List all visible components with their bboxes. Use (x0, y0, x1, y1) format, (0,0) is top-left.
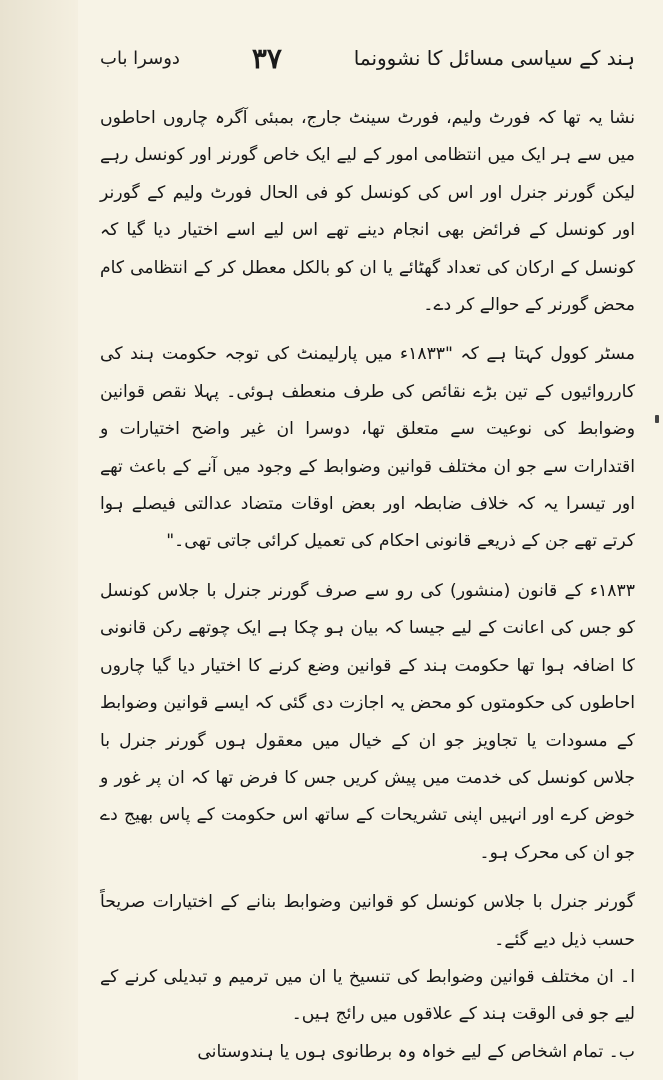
page-gutter (0, 0, 78, 1080)
paragraph-1: نشا یہ تھا کہ فورٹ ولیم، فورٹ سینٹ جارج، بمبئی آگرہ چاروں احاطوں میں سے ہر ایک میں انتظامی امور کے لیے ایک خاص گورنر اور کونسل رہے لیکن گورنر جنرل اور اس کی کونسل کو فی الحال فورٹ ولیم کے گورنر اور کونسل کے فرائض بھی انجام دینے تھے اس لیے اسے اختیار دیا گیا کہ کونسل کے ارکان کی تعداد گھٹائے یا ان کو بالکل معطل کر کے انتظامی کام محض گورنر کے حوالے کر دے۔ (100, 108, 635, 316)
paragraph-3: ۱۸۳۳ء کے قانون (منشور) کی رو سے صرف گورنر جنرل با جلاس کونسل کو جس کی اعانت کے لیے جیسا کہ بیان ہو چکا ہے ایک چوتھے رکن قانونی کا اضافہ ہوا تھا حکومت ہند کے قوانین وضع کرنے کا اختیار دیا گیا چاروں احاطوں کی حکومتوں کو محض یہ اجازت دی گئی کہ ایسے قوانین وضوابط کے مسودات یا تجاویز جو ان کے خیال میں معقول ہوں گورنر جنرل با جلاس کونسل کی خدمت میں پیش کریں جس کا فرض تھا کہ ان پر غور و خوض کرے اور انہیں اپنی تشریحات کے ساتھ اس حکومت کے پاس بھیج دے جو ان کی محرک ہو۔ (100, 580, 635, 863)
page-header (100, 38, 635, 78)
paragraph-2: مسٹر کوول کہتا ہے کہ "۱۸۳۳ء میں پارلیمنٹ کی توجہ حکومت ہند کی کارروائیوں کے تین بڑے نقائص کی طرف منعطف ہوئی۔ پہلا نقص قوانین وضوابط کی نوعیت سے متعلق تھا، دوسرا ان غیر واضح اختیارات و اقتدارات سے جو ان مختلف قوانین وضوابط کے وجود میں آنے کے باعث تھے اور تیسرا یہ کہ خلاف ضابطہ اور بعض اوقات متضاد عدالتی فیصلے ہوا کرتے تھے جن کے ذریعے قانونی احکام کی تعمیل کرائی جاتی تھی۔" (100, 344, 635, 552)
running-title: ہند کے سیاسی مسائل کا نشوونما (353, 46, 635, 70)
list-item-bay: ب۔ تمام اشخاص کے لیے خواہ وہ برطانوی ہوں یا ہندوستانی (197, 1041, 635, 1062)
paragraph-4: گورنر جنرل با جلاس کونسل کو قوانین وضوابط بنانے کے اختیارات صریحاً حسب ذیل دیے گئے۔ (100, 892, 635, 950)
chapter-label: دوسرا باب (100, 47, 180, 69)
page-number: ۳۷ (251, 41, 282, 75)
list-item-alif: ا۔ ان مختلف قوانین وضوابط کی تنسیخ یا ان میں ترمیم و تبدیلی کرنے کے لیے جو فی الوقت ہند کے علاقوں میں رائج ہیں۔ (100, 966, 635, 1025)
body-text (100, 100, 635, 1071)
margin-mark (655, 415, 659, 423)
